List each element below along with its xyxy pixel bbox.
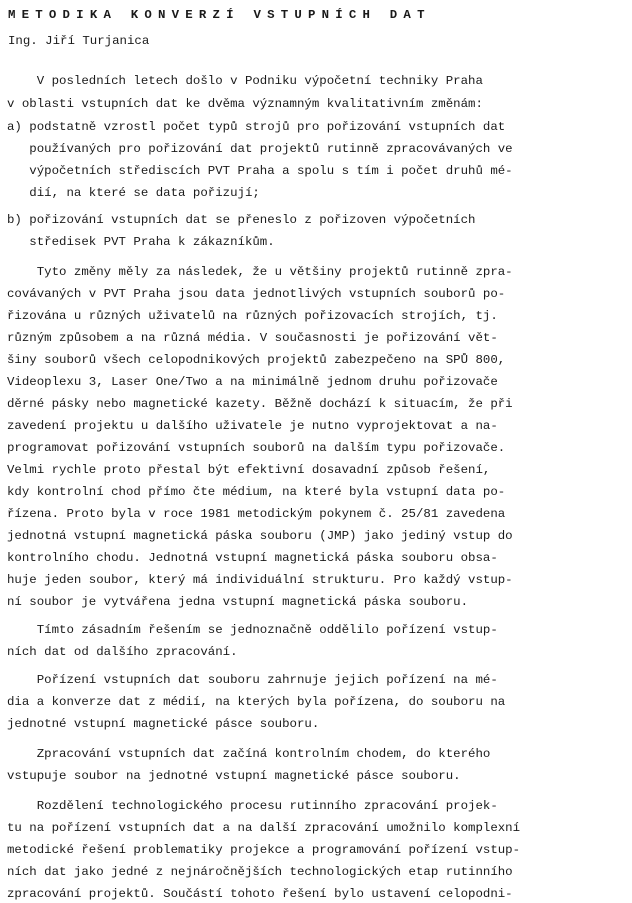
text-line: Tímto zásadním řešením se jednoznačně oddělilo pořízení vstup-	[7, 623, 498, 637]
text-line: ních dat jako jedné z nejnáročnějších technologických etap rutinního	[7, 865, 513, 879]
text-line: V posledních letech došlo v Podniku výpočetní techniky Praha	[7, 74, 483, 88]
text-line: vstupuje soubor na jednotné vstupní magnetické pásce souboru.	[7, 769, 461, 783]
text-line: výpočetních střediscích PVT Praha a spolu s tím i počet druhů mé-	[7, 164, 513, 178]
text-line: kdy kontrolní chod přímo čte médium, na které byla vstupní data po-	[7, 485, 506, 499]
text-line: Pořízení vstupních dat souboru zahrnuje jejich pořízení na mé-	[7, 673, 498, 687]
text-line: dia a konverze dat z médií, na kterých byla pořízena, do souboru na	[7, 695, 506, 709]
document-title: METODIKA KONVERZÍ VSTUPNÍCH DAT	[8, 8, 431, 22]
text-line: b) pořizování vstupních dat se přeneslo z pořizoven výpočetních	[7, 213, 476, 227]
text-line: Zpracování vstupních dat začíná kontrolním chodem, do kterého	[7, 747, 491, 761]
text-line: programovat pořizování vstupních souborů na dalším typu pořizovače.	[7, 441, 506, 455]
text-line: řizována u různých uživatelů na různých pořizovacích strojích, tj.	[7, 309, 498, 323]
text-line: ní soubor je vytvářena jedna vstupní magnetická páska souboru.	[7, 595, 469, 609]
text-line: kontrolního chodu. Jednotná vstupní magnetická páska souboru obsa-	[7, 551, 498, 565]
text-line: v oblasti vstupních dat ke dvěma významným kvalitativním změnám:	[7, 97, 483, 111]
text-line: huje jeden soubor, který má individuální strukturu. Pro každý vstup-	[7, 573, 513, 587]
text-line: Videoplexu 3, Laser One/Two a na minimálně jednom druhu pořizovače	[7, 375, 498, 389]
text-line: šiny souborů všech celopodnikových projektů zabezpečeno na SPŮ 800,	[7, 353, 506, 367]
text-line: používaných pro pořizování dat projektů rutinně zpracovávaných ve	[7, 142, 513, 156]
text-line: zavedení projektu u dalšího uživatele je nutno vyprojektovat a na-	[7, 419, 498, 433]
text-line: Rozdělení technologického procesu rutinního zpracování projek-	[7, 799, 498, 813]
text-line: metodické řešení problematiky projekce a programování pořízení vstup-	[7, 843, 521, 857]
text-line: ních dat od dalšího zpracování.	[7, 645, 238, 659]
text-line: různým způsobem a na různá média. V současnosti je pořizování vět-	[7, 331, 498, 345]
text-line: tu na pořízení vstupních dat a na další zpracování umožnilo komplexní	[7, 821, 521, 835]
text-line: covávaných v PVT Praha jsou data jednotlivých vstupních souborů po-	[7, 287, 506, 301]
text-line: Velmi rychle proto přestal být efektivní dosavadní způsob řešení,	[7, 463, 491, 477]
text-line: jednotná vstupní magnetická páska souboru (JMP) jako jediný vstup do	[7, 529, 513, 543]
text-line: dií, na které se data pořizují;	[7, 186, 260, 200]
text-line: Tyto změny měly za následek, že u většiny projektů rutinně zpra-	[7, 265, 513, 279]
text-line: a) podstatně vzrostl počet typů strojů pro pořizování vstupních dat	[7, 120, 506, 134]
author-line: Ing. Jiří Turjanica	[8, 34, 150, 48]
text-line: řízena. Proto byla v roce 1981 metodickým pokynem č. 25/81 zavedena	[7, 507, 506, 521]
text-line: jednotné vstupní magnetické pásce souboru.	[7, 717, 320, 731]
text-line: děrné pásky nebo magnetické kazety. Běžně dochází k situacím, že při	[7, 397, 513, 411]
text-line: středisek PVT Praha k zákazníkům.	[7, 235, 275, 249]
text-line: zpracování projektů. Součástí tohoto řešení bylo ustavení celopodni-	[7, 887, 513, 901]
